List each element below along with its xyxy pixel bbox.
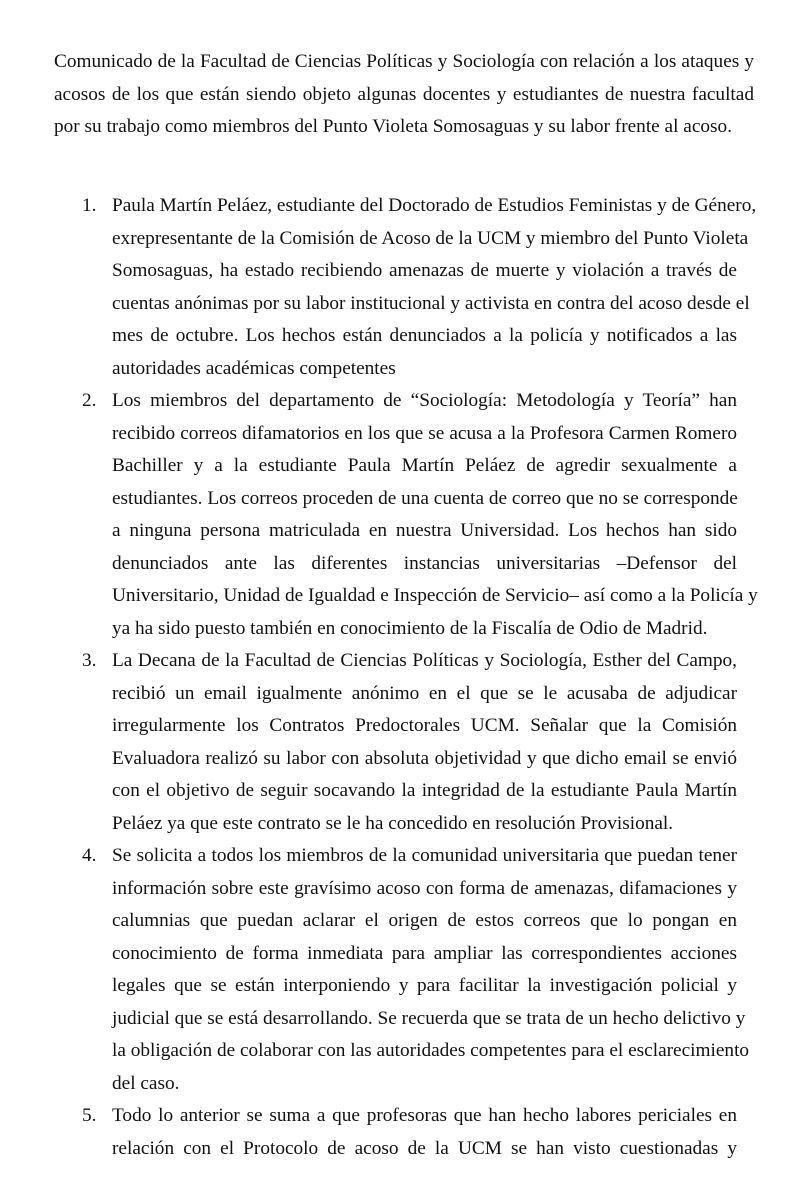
text-line: La Decana de la Facultad de Ciencias Políticas y Sociología, Esther del Campo, [112, 650, 737, 671]
text-line: Universitario, Unidad de Igualdad e Inspección de Servicio– así como a la Policía y [112, 585, 758, 606]
list-item-text [112, 190, 757, 385]
text-line: estudiantes. Los correos proceden de una cuenta de correo que no se corresponde [112, 487, 738, 509]
intro-line: Comunicado de la Facultad de Ciencias Políticas y Sociología con relación a los ataques y [54, 51, 754, 72]
text-line: la obligación de colaborar con las autoridades competentes para el esclarecimiento [112, 1040, 750, 1061]
intro-line: por su trabajo como miembros del Punto Violeta Somosaguas y su labor frente al acoso. [54, 116, 733, 137]
list-item-text [112, 840, 750, 1100]
text-line: a ninguna persona matriculada en nuestra Universidad. Los hechos han sido [112, 520, 737, 541]
text-line: del caso. [112, 1072, 180, 1094]
text-line: con el objetivo de seguir socavando la integridad de la estudiante Paula Martín [112, 780, 737, 801]
list-item-1 [0, 190, 808, 385]
list-item-4 [0, 840, 808, 1100]
text-line: exrepresentante de la Comisión de Acoso de la UCM y miembro del Punto Violeta [112, 227, 749, 249]
list-item-number: 2. [82, 390, 97, 411]
text-line: denunciados ante las diferentes instancias universitarias –Defensor del [112, 552, 737, 574]
text-line: Peláez ya que este contrato se le ha concedido en resolución Provisional. [112, 812, 674, 834]
text-line: Evaluadora realizó su labor con absoluta objetividad y que dicho email se envió [112, 747, 737, 769]
list-item-text [112, 1100, 737, 1165]
numbered-list [0, 190, 808, 1165]
text-line: Todo lo anterior se suma a que profesoras que han hecho labores periciales en [112, 1105, 737, 1126]
text-line: Paula Martín Peláez, estudiante del Doctorado de Estudios Feministas y de Género, [112, 195, 757, 216]
list-item-number: 3. [82, 650, 97, 671]
text-line: ya ha sido puesto también en conocimiento de la Fiscalía de Odio de Madrid. [112, 617, 708, 639]
list-item-text [112, 385, 758, 645]
list-item-3 [0, 645, 808, 840]
list-item-number: 5. [82, 1105, 97, 1126]
text-line: información sobre este gravísimo acoso con forma de amenazas, difamaciones y [112, 877, 737, 899]
list-item-5 [0, 1100, 808, 1165]
text-line: mes de octubre. Los hechos están denunciados a la policía y notificados a las [112, 325, 737, 346]
text-line: Se solicita a todos los miembros de la comunidad universitaria que puedan tener [112, 845, 737, 866]
text-line: Los miembros del departamento de “Sociología: Metodología y Teoría” han [112, 390, 737, 411]
list-item-text [112, 645, 737, 840]
text-line: irregularmente los Contratos Predoctorales UCM. Señalar que la Comisión [112, 715, 737, 736]
text-line: Bachiller y a la estudiante Paula Martín Peláez de agredir sexualmente a [112, 455, 737, 476]
intro-line: acosos de los que están siendo objeto algunas docentes y estudiantes de nuestra facultad [54, 83, 754, 105]
text-line: conocimiento de forma inmediata para ampliar las correspondientes acciones [112, 942, 737, 964]
text-line: relación con el Protocolo de acoso de la UCM se han visto cuestionadas y [112, 1137, 737, 1159]
text-line: calumnias que puedan aclarar el origen de estos correos que lo pongan en [112, 910, 737, 931]
text-line: cuentas anónimas por su labor institucional y activista en contra del acoso desde el [112, 292, 750, 314]
text-line: Somosaguas, ha estado recibiendo amenazas de muerte y violación a través de [112, 260, 737, 281]
text-line: recibió un email igualmente anónimo en el que se le acusaba de adjudicar [112, 682, 737, 704]
text-line: recibido correos difamatorios en los que se acusa a la Profesora Carmen Romero [112, 422, 737, 444]
list-item-number: 4. [82, 845, 97, 866]
list-item-number: 1. [82, 195, 97, 216]
text-line: legales que se están interponiendo y para facilitar la investigación policial y [112, 975, 737, 996]
text-line: autoridades académicas competentes [112, 357, 396, 379]
text-line: judicial que se está desarrollando. Se recuerda que se trata de un hecho delictivo y [112, 1007, 746, 1029]
intro-paragraph [54, 46, 754, 144]
list-item-2 [0, 385, 808, 645]
